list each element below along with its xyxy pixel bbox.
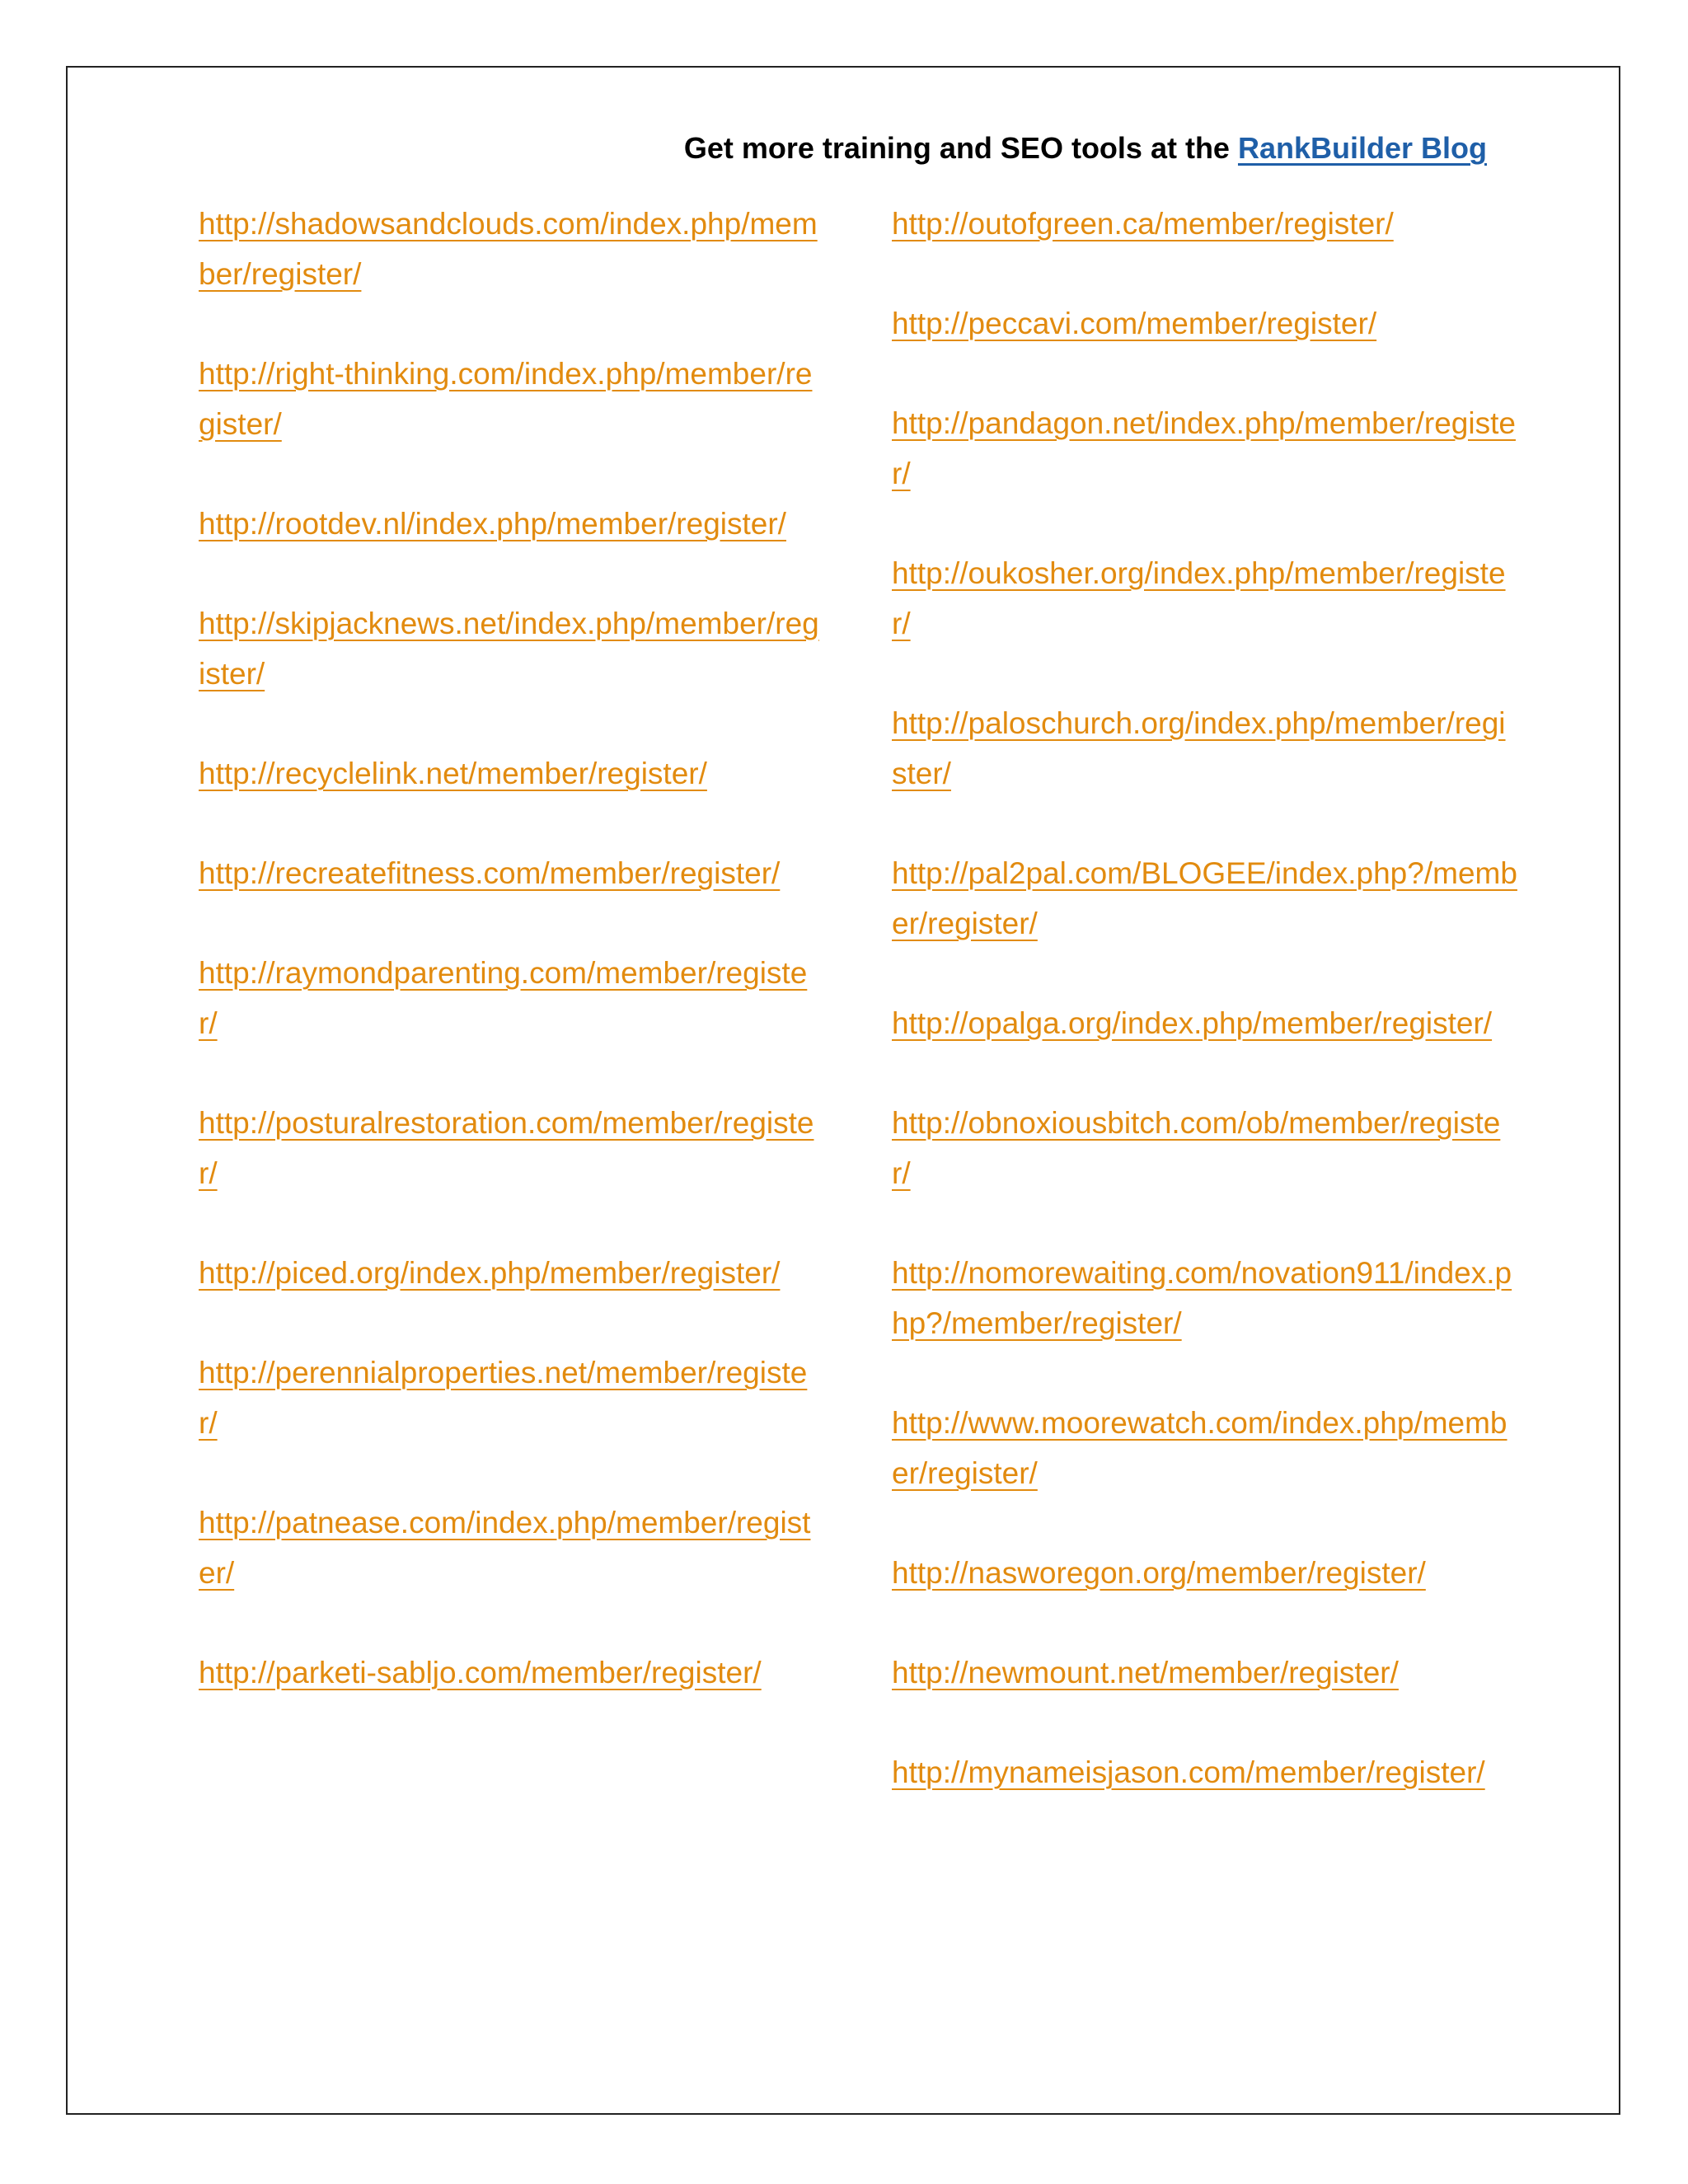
link-rootdev[interactable]: http://rootdev.nl/index.php/member/register/ [199, 507, 786, 541]
link-shadowsandclouds[interactable]: http://shadowsandclouds.com/index.php/member/register/ [199, 207, 818, 291]
link-pal2pal[interactable]: http://pal2pal.com/BLOGEE/index.php?/member/register/ [892, 856, 1517, 940]
link-right-thinking[interactable]: http://right-thinking.com/index.php/member/register/ [199, 357, 813, 441]
header-line [684, 125, 1487, 171]
link-piced[interactable]: http://piced.org/index.php/member/register/ [199, 1256, 781, 1290]
link-nomorewaiting[interactable]: http://nomorewaiting.com/novation911/index.php?/member/register/ [892, 1256, 1512, 1340]
link-nasworegon[interactable]: http://nasworegon.org/member/register/ [892, 1556, 1426, 1590]
right-link-column [892, 199, 1518, 1847]
link-outofgreen[interactable]: http://outofgreen.ca/member/register/ [892, 207, 1394, 241]
link-recyclelink[interactable]: http://recyclelink.net/member/register/ [199, 757, 707, 790]
link-skipjacknews[interactable]: http://skipjacknews.net/index.php/member/register/ [199, 607, 819, 691]
link-obnoxiousbitch[interactable]: http://obnoxiousbitch.com/ob/member/register/ [892, 1106, 1501, 1190]
link-parketi-sabljo[interactable]: http://parketi-sabljo.com/member/register/ [199, 1656, 762, 1690]
header-text: Get more training and SEO tools at the [683, 131, 1238, 165]
link-oukosher[interactable]: http://oukosher.org/index.php/member/register/ [892, 556, 1506, 640]
link-mynameisjason[interactable]: http://mynameisjason.com/member/register/ [892, 1755, 1485, 1789]
link-opalga[interactable]: http://opalga.org/index.php/member/register/ [892, 1006, 1493, 1040]
link-pandagon[interactable]: http://pandagon.net/index.php/member/register/ [892, 406, 1516, 490]
link-moorewatch[interactable]: http://www.moorewatch.com/index.php/member/register/ [892, 1406, 1507, 1490]
link-raymondparenting[interactable]: http://raymondparenting.com/member/register/ [199, 956, 808, 1040]
link-recreatefitness[interactable]: http://recreatefitness.com/member/register/ [199, 856, 781, 890]
left-link-column [199, 199, 825, 1747]
link-perennialproperties[interactable]: http://perennialproperties.net/member/register/ [199, 1356, 808, 1440]
link-patnease[interactable]: http://patnease.com/index.php/member/register/ [199, 1506, 811, 1590]
rankbuilder-blog-link[interactable]: RankBuilder Blog [1237, 131, 1487, 165]
link-posturalrestoration[interactable]: http://posturalrestoration.com/member/register/ [199, 1106, 814, 1190]
link-paloschurch[interactable]: http://paloschurch.org/index.php/member/register/ [892, 706, 1506, 790]
link-newmount[interactable]: http://newmount.net/member/register/ [892, 1656, 1399, 1690]
link-peccavi[interactable]: http://peccavi.com/member/register/ [892, 307, 1377, 340]
